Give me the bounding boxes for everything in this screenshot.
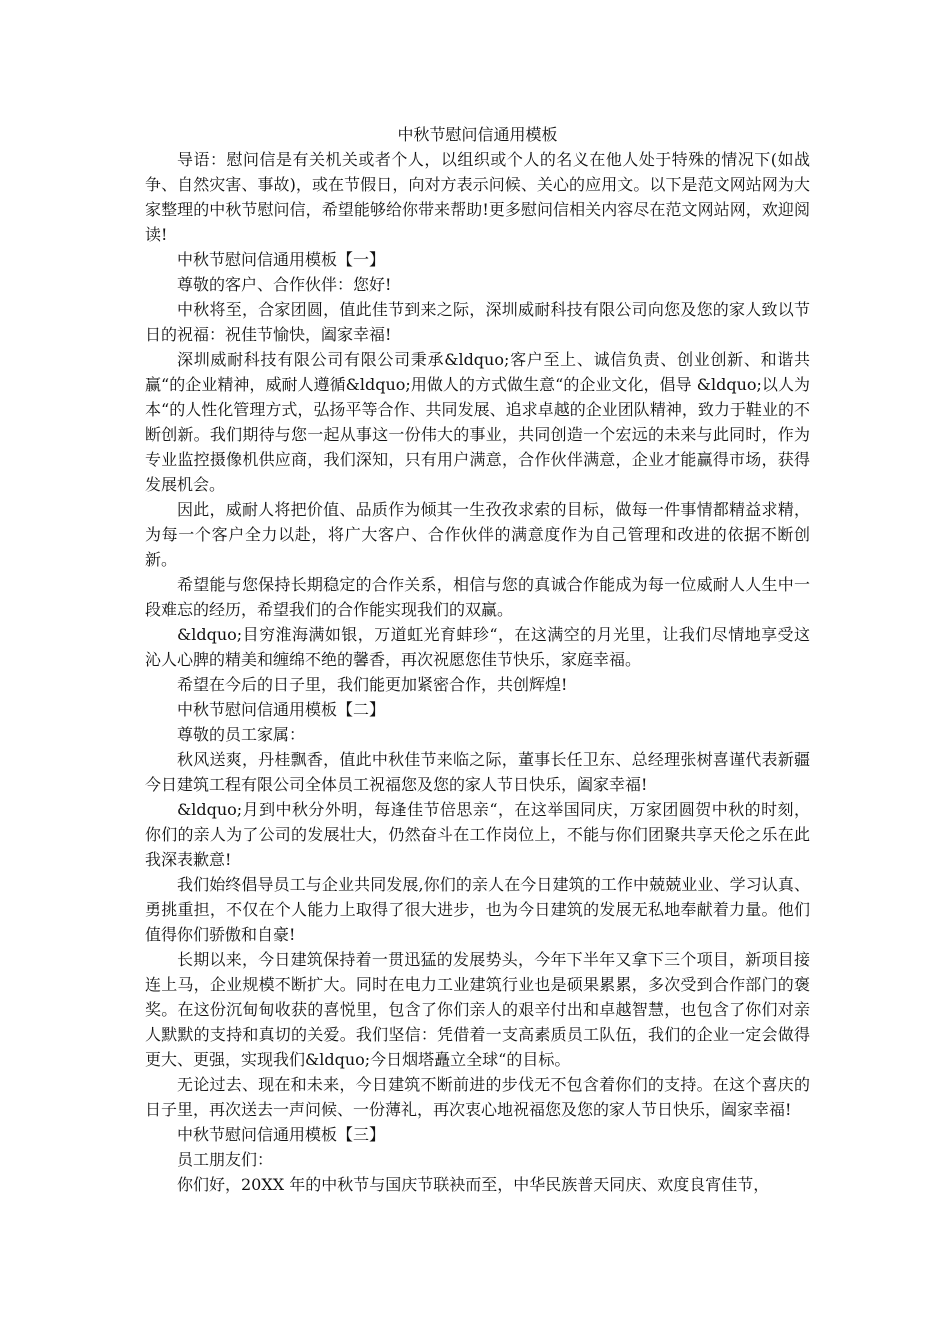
paragraph: 深圳威耐科技有限公司有限公司秉承&ldquo;客户至上、诚信负责、创业创新、和谐共赢“的企业精神，威耐人遵循&ldquo;用做人的方式做生意“的企业文化，倡导 &ldquo;以人为本“的人性化管理方式，弘扬平等合作、共同发展、追求卓越的企业团队精神，致力于鞋业的不断创新。我们期待与您一起从事这一份伟大的事业，共同创造一个宏远的未来与此同时，作为专业监控摄像机供应商，我们深知，只有用户满意，合作伙伴满意，企业才能赢得市场，获得发展机会。 [145, 350, 810, 494]
section-heading-3: 中秋节慰问信通用模板【三】 [177, 1125, 386, 1144]
paragraph: 员工朋友们： [177, 1150, 274, 1169]
section-heading-1: 中秋节慰问信通用模板【一】 [177, 250, 386, 269]
paragraph: 尊敬的员工家属： [177, 725, 306, 744]
paragraph: 秋风送爽，丹桂飘香，值此中秋佳节来临之际，董事长任卫东、总经理张树喜谨代表新疆今日建筑工程有限公司全体员工祝福您及您的家人节日快乐，阖家幸福! [145, 750, 810, 794]
paragraph: 长期以来，今日建筑保持着一贯迅猛的发展势头，今年下半年又拿下三个项目，新项目接连上马，企业规模不断扩大。同时在电力工业建筑行业也是硕果累累，多次受到合作部门的褒奖。在这份沉甸甸收获的喜悦里，包含了你们亲人的艰辛付出和卓越智慧，也包含了你们对亲人默默的支持和真切的关爱。我们坚信：凭借着一支高素质员工队伍，我们的企业一定会做得更大、更强，实现我们&ldquo;今日烟塔矗立全球“的目标。 [145, 950, 810, 1069]
paragraph: 希望能与您保持长期稳定的合作关系，相信与您的真诚合作能成为每一位威耐人人生中一段难忘的经历，希望我们的合作能实现我们的双赢。 [145, 575, 810, 619]
paragraph: 无论过去、现在和未来，今日建筑不断前进的步伐无不包含着你们的支持。在这个喜庆的日子里，再次送去一声问候、一份薄礼，再次衷心地祝福您及您的家人节日快乐，阖家幸福! [145, 1075, 810, 1119]
paragraph: &ldquo;月到中秋分外明，每逢佳节倍思亲“，在这举国同庆，万家团圆贺中秋的时刻，你们的亲人为了公司的发展壮大，仍然奋斗在工作岗位上，不能与你们团聚共享天伦之乐在此我深表歉意! [145, 800, 810, 869]
document-page [145, 122, 810, 1197]
paragraph: 你们好，20XX 年的中秋节与国庆节联袂而至，中华民族普天同庆、欢度良宵佳节， [177, 1175, 770, 1194]
paragraph: 尊敬的客户、合作伙伴：您好! [177, 275, 392, 294]
paragraph: 希望在今后的日子里，我们能更加紧密合作，共创辉煌! [177, 675, 568, 694]
paragraph: 因此，威耐人将把价值、品质作为倾其一生孜孜求索的目标，做每一件事情都精益求精，为每一个客户全力以赴，将广大客户、合作伙伴的满意度作为自己管理和改进的依据不断创新。 [145, 500, 810, 569]
document-title: 中秋节慰问信通用模板 [397, 125, 558, 144]
intro-paragraph: 导语：慰问信是有关机关或者个人，以组织或个人的名义在他人处于特殊的情况下(如战争、自然灾害、事故)，或在节假日，向对方表示问候、关心的应用文。以下是范文网站网为大家整理的中秋节慰问信，希望能够给你带来帮助!更多慰问信相关内容尽在范文网站网，欢迎阅读! [145, 150, 810, 244]
paragraph: &ldquo;目穷淮海满如银，万道虹光育蚌珍“，在这满空的月光里，让我们尽情地享受这沁人心脾的精美和缠绵不绝的馨香，再次祝愿您佳节快乐，家庭幸福。 [145, 625, 810, 669]
paragraph: 我们始终倡导员工与企业共同发展,你们的亲人在今日建筑的工作中兢兢业业、学习认真、勇挑重担，不仅在个人能力上取得了很大进步，也为今日建筑的发展无私地奉献着力量。他们值得你们骄傲和自豪! [145, 875, 810, 944]
section-heading-2: 中秋节慰问信通用模板【二】 [177, 700, 386, 719]
paragraph: 中秋将至，合家团圆，值此佳节到来之际，深圳威耐科技有限公司向您及您的家人致以节日的祝福：祝佳节愉快，阖家幸福! [145, 300, 810, 344]
